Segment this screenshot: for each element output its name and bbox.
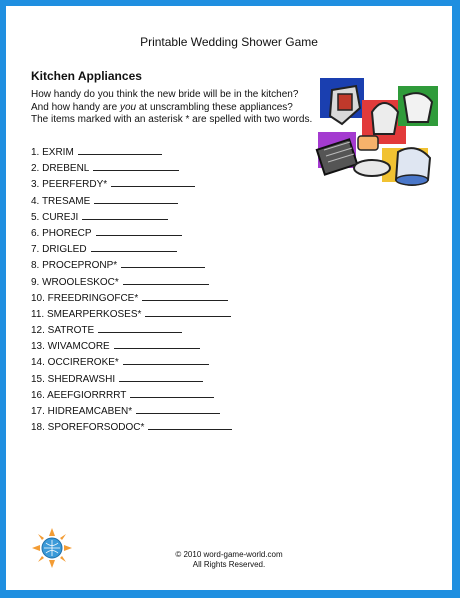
list-item: 8. PROCEPRONP*	[31, 257, 232, 273]
list-item: 1. EXRIM	[31, 144, 232, 160]
list-item: 7. DRIGLED	[31, 241, 232, 257]
answer-line	[78, 144, 162, 155]
list-item: 13. WIVAMCORE	[31, 338, 232, 354]
answer-line	[96, 225, 182, 236]
answer-line	[91, 241, 177, 252]
list-item: 15. SHEDRAWSHI	[31, 371, 232, 387]
answer-line	[82, 209, 168, 220]
instructions-line-1: How handy do you think the new bride will be in the kitchen?	[31, 89, 299, 100]
kitchen-appliances-clipart	[312, 72, 442, 196]
list-item: 2. DREBENL	[31, 160, 232, 176]
list-item: 11. SMEARPERKOSES*	[31, 306, 232, 322]
list-item: 4. TRESAME	[31, 193, 232, 209]
footer	[6, 550, 452, 570]
answer-line	[121, 257, 205, 268]
answer-line	[111, 176, 195, 187]
worksheet-page	[6, 6, 452, 590]
answer-line	[114, 338, 200, 349]
answer-line	[130, 387, 214, 398]
instructions	[31, 89, 331, 127]
answer-line	[98, 322, 182, 333]
answer-line	[142, 290, 228, 301]
list-item: 3. PEERFERDY*	[31, 176, 232, 192]
rights-text: All Rights Reserved.	[192, 560, 266, 569]
list-item: 12. SATROTE	[31, 322, 232, 338]
answer-line	[123, 354, 209, 365]
instructions-line-2: And how handy are you at unscrambling these appliances?	[31, 101, 293, 113]
answer-line	[119, 371, 203, 382]
instructions-line-3: The items marked with an asterisk * are spelled with two words.	[31, 114, 313, 125]
list-item: 9. WROOLESKOC*	[31, 274, 232, 290]
section-heading: Kitchen Appliances	[31, 69, 142, 83]
answer-line	[93, 160, 179, 171]
list-item: 16. AEEFGIORRRRT	[31, 387, 232, 403]
page-title: Printable Wedding Shower Game	[140, 35, 318, 49]
copyright-text: © 2010 word-game-world.com	[175, 550, 283, 559]
list-item: 5. CUREJI	[31, 209, 232, 225]
emphasis-you: you	[119, 101, 137, 113]
list-item: 17. HIDREAMCABEN*	[31, 403, 232, 419]
list-item: 6. PHORECP	[31, 225, 232, 241]
scramble-list	[31, 144, 232, 435]
answer-line	[148, 419, 232, 430]
answer-line	[123, 274, 209, 285]
answer-line	[136, 403, 220, 414]
list-item: 18. SPOREFORSODOC*	[31, 419, 232, 435]
answer-line	[145, 306, 231, 317]
list-item: 14. OCCIREROKE*	[31, 354, 232, 370]
answer-line	[94, 193, 178, 204]
list-item: 10. FREEDRINGOFCE*	[31, 290, 232, 306]
